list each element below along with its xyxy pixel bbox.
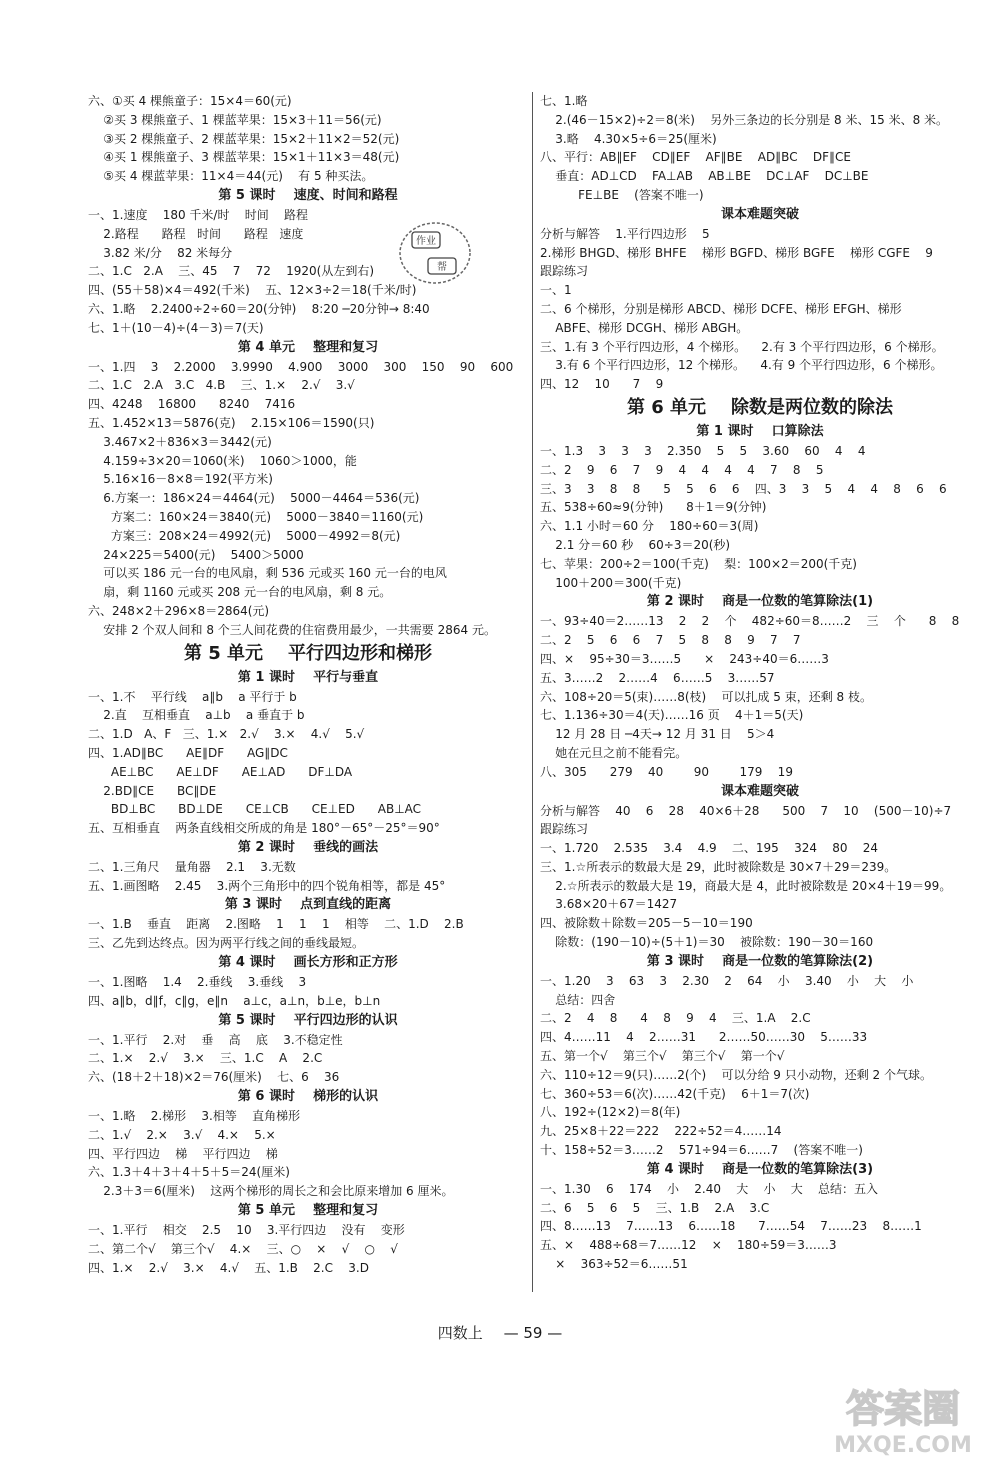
section-heading: 第 4 课时 画长方形和正方形 — [218, 955, 398, 971]
answer-line: 五、互相垂直 两条直线相交所成的角是 180°－65°－25°＝90° — [88, 821, 440, 836]
answer-line: 跟踪练习 — [540, 822, 589, 837]
answer-line: 五、538÷60≈9(分钟) 8＋1＝9(分钟) — [540, 500, 767, 515]
answer-line: 100＋200＝300(千克) — [540, 575, 682, 590]
answer-line: 八、305 279 40 90 179 19 — [540, 764, 793, 779]
answer-line: 一、1.平行 相交 2.5 10 3.平行四边 没有 变形 — [88, 1223, 405, 1238]
answer-line: 2.(46－15×2)÷2＝8(米) 另外三条边的长分别是 8 米、15 米、8 米。 — [540, 112, 949, 127]
page-number: — 59 — — [503, 1324, 563, 1342]
answer-line: 二、6 5 6 5 三、1.B 2.A 3.C — [540, 1200, 770, 1215]
answer-line: 一、1.720 2.535 3.4 4.9 二、195 324 80 24 — [540, 841, 879, 856]
answer-line: 2.直 互相垂直 a⊥b a 垂直于 b — [88, 708, 305, 723]
answer-line: 一、1.30 6 174 小 2.40 大 小 大 总结：五入 — [540, 1181, 879, 1196]
answer-line: FE⊥BE (答案不唯一) — [540, 187, 704, 202]
answer-line: 四、4……11 4 2……31 2……50……30 5……33 — [540, 1030, 868, 1045]
answer-line: 6.方案一：186×24＝4464(元) 5000－4464＝536(元) — [88, 491, 420, 506]
answer-line: 二、第二个√ 第三个√ 4.× 三、○ × √ ○ √ — [88, 1241, 398, 1256]
answer-line: 五、第一个√ 第三个√ 第三个√ 第一个√ — [540, 1049, 785, 1064]
answer-line: 2.路程 路程 时间 路程 速度 — [88, 226, 304, 241]
section-heading: 第 5 单元 整理和复习 — [237, 1203, 379, 1219]
answer-line: 一、1 — [540, 283, 572, 298]
section-heading: 课本难题突破 — [720, 783, 799, 799]
answer-line: ABFE、梯形 DCGH、梯形 ABGH。 — [540, 320, 749, 335]
answer-line: 四、1.× 2.√ 3.× 4.√ 五、1.B 2.C 3.D — [88, 1260, 369, 1275]
answer-line: 五、1.452×13＝5876(克) 2.15×106＝1590(只) — [88, 415, 375, 430]
answer-line: 十、158÷52＝3……2 571÷94＝6……7 (答案不唯一) — [540, 1143, 863, 1158]
answer-line: 四、1.AD∥BC AE∥DF AG∥DC — [88, 745, 288, 760]
answer-line: 二、1.√ 2.× 3.√ 4.× 5.× — [88, 1127, 276, 1142]
answer-line: 三、1.有 3 个平行四边形，4 个梯形。 2.有 3 个平行四边形，6 个梯形。 — [540, 339, 944, 354]
answer-line: BD⊥BC BD⊥DE CE⊥CB CE⊥ED AB⊥AC — [88, 802, 422, 817]
column-divider — [532, 92, 533, 1292]
answer-line: AE⊥BC AE⊥DF AE⊥AD DF⊥DA — [88, 764, 353, 779]
section-heading: 第 3 课时 点到直线的距离 — [224, 897, 392, 913]
answer-line: ④买 1 棵熊童子、3 棵蓝苹果：15×1＋11×3＝48(元) — [88, 150, 400, 165]
answer-line: 2.☆所表示的数最大是 19，商最大是 4，此时被除数是 20×4＋19＝99。 — [540, 878, 952, 893]
answer-line: 二、1.D A、F 三、1.× 2.√ 3.× 4.√ 5.√ — [88, 727, 365, 742]
answer-line: ⑤买 4 棵蓝苹果：11×4＝44(元) 有 5 种买法。 — [88, 169, 374, 184]
answer-line: 安排 2 个双人间和 8 个三人间花费的住宿费用最少，一共需要 2864 元。 — [88, 622, 496, 637]
answer-line: ③买 2 棵熊童子、2 棵蓝苹果：15×2＋11×2＝52(元) — [88, 131, 400, 146]
answer-line: 一、1.四 3 2.2000 3.9990 4.900 3000 300 150 90 600 — [88, 359, 514, 374]
answer-line: 5.16×16－8×8＝192(平方米) — [88, 472, 273, 487]
answer-line: 2.BD∥CE BC∥DE — [88, 783, 217, 798]
answer-line: 三、1.☆所表示的数最大是 29，此时被除数是 30×7＋29＝239。 — [540, 859, 897, 874]
right-column — [540, 92, 980, 1274]
answer-line: × 363÷52＝6……51 — [540, 1257, 688, 1272]
answer-line: 六、248×2＋296×8＝2864(元) — [88, 603, 270, 618]
answer-line: 二、2 9 6 7 9 4 4 4 4 7 8 5 — [540, 462, 824, 477]
answer-line: 12 月 28 日 ─4天→ 12 月 31 日 5＞4 — [540, 727, 775, 742]
answer-line: 五、1.画图略 2.45 3.两个三角形中的四个锐角相等，都是 45° — [88, 878, 446, 893]
watermark-main-text: 答案圈 — [845, 1387, 961, 1431]
answer-line: 方案三：208×24＝4992(元) 5000－4992＝8(元) — [88, 528, 401, 543]
footer-label: 四数上 — [437, 1324, 483, 1342]
answer-line: 一、1.略 2.梯形 3.相等 直角梯形 — [88, 1109, 301, 1124]
answer-line: 七、1＋(10－4)÷(4－3)＝7(天) — [88, 320, 264, 335]
answer-line: 六、110÷12＝9(只)……2(个) 可以分给 9 只小动物，还剩 2 个气球。 — [540, 1067, 933, 1082]
unit-heading: 第 5 单元 平行四边形和梯形 — [183, 642, 433, 664]
answer-line: 六、1.3＋4＋3＋4＋5＋5＝24(厘米) — [88, 1165, 290, 1180]
answer-line: 一、1.不 平行线 a∥b a 平行于 b — [88, 689, 297, 704]
section-heading: 第 1 课时 平行与垂直 — [237, 669, 379, 685]
answer-line: 3.有 6 个平行四边形，12 个梯形。 4.有 9 个平行四边形，6 个梯形。 — [540, 358, 943, 373]
answer-line: 二、1.三角尺 量角器 2.1 3.无数 — [88, 859, 296, 874]
section-heading: 课本难题突破 — [720, 206, 799, 222]
answer-line: 24×225＝5400(元) 5400＞5000 — [88, 547, 304, 562]
answer-line: 二、2 5 6 6 7 5 8 8 9 7 7 — [540, 633, 801, 648]
unit-heading: 第 6 单元 除数是两位数的除法 — [626, 396, 894, 418]
answer-line: 扇，剩 1160 元或买 208 元一台的电风扇，剩 8 元。 — [88, 585, 392, 600]
answer-line: 垂直：AD⊥CD FA⊥AB AB⊥BE DC⊥AF DC⊥BE — [540, 169, 869, 184]
page-footer — [0, 1322, 1000, 1343]
section-heading: 第 3 课时 商是一位数的笔算除法(2) — [646, 953, 874, 969]
answer-line: 五、× 488÷68＝7……12 × 180÷59＝3……3 — [540, 1238, 837, 1253]
answer-line: 2.3＋3＝6(厘米) 这两个梯形的周长之和会比原来增加 6 厘米。 — [88, 1184, 454, 1199]
answer-line: 一、1.图略 1.4 2.垂线 3.垂线 3 — [88, 975, 307, 990]
section-heading: 第 2 课时 垂线的画法 — [237, 839, 379, 855]
answer-line: 六、108÷20＝5(束)……8(枝) 可以扎成 5 束，还剩 8 枝。 — [540, 689, 873, 704]
answer-line: 四、8……13 7……13 6……18 7……54 7……23 8……1 — [540, 1219, 922, 1234]
answer-line: 六、(18＋2＋18)×2＝76(厘米) 七、6 36 — [88, 1070, 340, 1085]
answer-line: 跟踪练习 — [540, 264, 589, 279]
section-heading: 第 4 单元 整理和复习 — [237, 339, 379, 355]
section-heading: 第 5 课时 速度、时间和路程 — [218, 187, 398, 203]
answer-line: 五、3……2 2……4 6……5 3……57 — [540, 670, 775, 685]
answer-line: 2.梯形 BHGD、梯形 BHFE 梯形 BGFD、梯形 BGFE 梯形 CGFE 9 — [540, 245, 933, 260]
answer-line: 七、苹果：200÷2＝100(千克) 梨：100×2＝200(千克) — [540, 556, 857, 571]
answer-line: 二、1.× 2.√ 3.× 三、1.C A 2.C — [88, 1051, 323, 1066]
answer-line: 3.略 4.30×5÷6＝25(厘米) — [540, 131, 717, 146]
answer-line: 一、1.平行 2.对 垂 高 底 3.不稳定性 — [88, 1032, 343, 1047]
answer-line: 二、1.C 2.A 三、45 7 72 1920(从左到右) — [88, 264, 375, 279]
answer-line: 六、1.1 小时＝60 分 180÷60＝3(周) — [540, 519, 759, 534]
answer-line: 3.68×20＋67＝1427 — [540, 897, 678, 912]
homework-stamp-icon — [396, 218, 474, 288]
answer-line: 二、2 4 8 4 8 9 4 三、1.A 2.C — [540, 1011, 811, 1026]
answer-line: 除数：(190－10)÷(5＋1)＝30 被除数：190－30＝160 — [540, 935, 874, 950]
answer-line: 一、93÷40＝2……13 2 2 个 482÷60＝8……2 三 个 8 8 — [540, 614, 960, 629]
stamp-bottom-text: 帮 — [437, 262, 447, 273]
answer-line: 四、4248 16800 8240 7416 — [88, 397, 296, 412]
answer-line: 分析与解答 1.平行四边形 5 — [540, 226, 710, 241]
section-heading: 第 2 课时 商是一位数的笔算除法(1) — [646, 594, 874, 610]
watermark-sub-text: MXQE.COM — [834, 1433, 972, 1458]
answer-line: 三、乙先到达终点。因为两平行线之间的垂线最短。 — [88, 936, 365, 951]
answer-line: 八、平行：AB∥EF CD∥EF AF∥BE AD∥BC DF∥CE — [540, 150, 851, 165]
answer-line: 七、1.略 — [540, 94, 588, 108]
answer-line: 2.1 分＝60 秒 60÷3＝20(秒) — [540, 537, 731, 552]
section-heading: 第 6 课时 梯形的认识 — [237, 1089, 379, 1105]
answer-line: 四、被除数＋除数＝205－5－10＝190 — [540, 916, 753, 931]
section-heading: 第 5 课时 平行四边形的认识 — [218, 1012, 398, 1028]
answer-line: 四、× 95÷30＝3……5 × 243÷40＝6……3 — [540, 651, 829, 666]
answer-line: 三、3 3 8 8 5 5 6 6 四、3 3 5 4 4 8 6 6 — [540, 481, 947, 496]
answer-line: 可以买 186 元一台的电风扇，剩 536 元或买 160 元一台的电风 — [88, 566, 447, 581]
answer-line: 3.82 米/分 82 米每分 — [88, 245, 233, 260]
answer-line: 一、1.3 3 3 3 2.350 5 5 3.60 60 4 4 — [540, 443, 866, 458]
answer-line: 六、1.略 2.2400÷2÷60＝20(分钟) 8:20 ─20分钟→ 8:40 — [88, 301, 430, 316]
answer-line: 四、(55＋58)×4＝492(千米) 五、12×3÷2＝18(千米/时) — [88, 283, 417, 298]
answer-line: 二、6 个梯形，分别是梯形 ABCD、梯形 DCFE、梯形 EFGH、梯形 — [540, 301, 902, 316]
answer-line: 总结：四舍 — [540, 992, 616, 1007]
stamp-top-text: 作业 — [416, 236, 436, 247]
answer-line: 七、360÷53＝6(次)……42(千克) 6＋1＝7(次) — [540, 1086, 810, 1101]
section-heading: 第 1 课时 口算除法 — [696, 423, 824, 439]
answer-line: 四、12 10 7 9 — [540, 377, 664, 392]
answer-line: 四、a∥b，d∥f，c∥g，e∥n a⊥c，a⊥n，b⊥e，b⊥n — [88, 993, 381, 1008]
answer-line: 二、1.C 2.A 3.C 4.B 三、1.× 2.√ 3.√ — [88, 378, 355, 393]
answer-line: 方案二：160×24＝3840(元) 5000－3840＝1160(元) — [88, 509, 424, 524]
watermark-logo-icon — [808, 1378, 998, 1462]
answer-line: 六、①买 4 棵熊童子：15×4＝60(元) — [88, 94, 292, 108]
answer-line: 七、1.136÷30＝4(天)……16 页 4＋1＝5(天) — [540, 708, 804, 723]
answer-line: 一、1.20 3 63 3 2.30 2 64 小 3.40 小 大 小 — [540, 973, 914, 988]
answer-line: 九、25×8＋22＝222 222÷52＝4……14 — [540, 1124, 782, 1139]
answer-line: 4.159÷3×20＝1060(米) 1060＞1000，能 — [88, 453, 357, 468]
section-heading: 第 4 课时 商是一位数的笔算除法(3) — [646, 1161, 874, 1177]
answer-line: 一、1.B 垂直 距离 2.图略 1 1 1 相等 二、1.D 2.B — [88, 917, 464, 932]
answer-line: 分析与解答 40 6 28 40×6＋28 500 7 10 (500－10)÷7 — [540, 803, 952, 818]
answer-line: 她在元旦之前不能看完。 — [540, 745, 688, 760]
answer-line: 八、192÷(12×2)＝8(年) — [540, 1105, 681, 1120]
answer-line: 3.467×2＋836×3＝3442(元) — [88, 434, 272, 449]
answer-line: ②买 3 棵熊童子、1 棵蓝苹果：15×3＋11＝56(元) — [88, 112, 382, 127]
answer-line: 四、平行四边 梯 平行四边 梯 — [88, 1146, 278, 1161]
answer-line: 一、1.速度 180 千米/时 时间 路程 — [88, 207, 308, 222]
